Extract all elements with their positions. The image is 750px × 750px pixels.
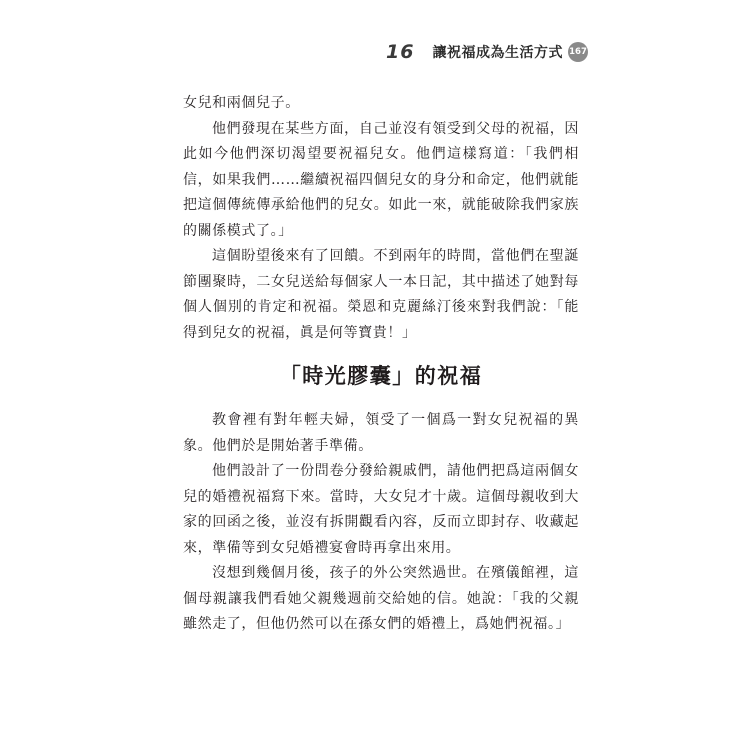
running-header <box>386 40 588 64</box>
section-heading: 「時光膠囊」的祝福 <box>279 364 483 388</box>
paragraph: 教會裡有對年輕夫婦，領受了一個爲一對女兒祝福的異象。他們於是開始著手準備。 <box>183 412 579 454</box>
paragraph: 沒想到幾個月後，孩子的外公突然過世。在殯儀館裡，這個母親讓我們看她父親幾週前交給她的信。她說：「我的父親雖然走了，但他仍然可以在孫女們的婚禮上，爲她們祝福。」 <box>183 565 579 632</box>
running-title: 讓祝福成為生活方式 <box>432 45 563 61</box>
paragraph: 這個盼望後來有了回饋。不到兩年的時間，當他們在聖誕節團聚時，二女兒送給每個家人一本日記，其中描述了她對每個人個別的肯定和祝福。榮恩和克麗絲汀後來對我們說：「能得到兒女的祝福，眞是何等寶貴！」 <box>183 248 579 341</box>
paragraph: 他們發現在某些方面，自己並沒有領受到父母的祝福，因此如今他們深切渴望要祝福兒女。他們這樣寫道：「我們相信，如果我們……繼續祝福四個兒女的身分和命定，他們就能把這個傳統傳承給他們的兒女。如此一來，就能破除我們家族的關係模式了。」 <box>183 120 579 239</box>
page-number-badge: 167 <box>568 42 588 62</box>
paragraph: 他們設計了一份問卷分發給親戚們，請他們把爲這兩個女兒的婚禮祝福寫下來。當時，大女兒才十歲。這個母親收到大家的回函之後，並沒有拆開觀看內容，反而立即封存、收藏起來，準備等到女兒婚禮宴會時再拿出來用。 <box>183 463 579 556</box>
paragraph: 女兒和兩個兒子。 <box>183 95 300 111</box>
body-text <box>183 91 579 638</box>
chapter-number: 16 <box>386 41 415 63</box>
